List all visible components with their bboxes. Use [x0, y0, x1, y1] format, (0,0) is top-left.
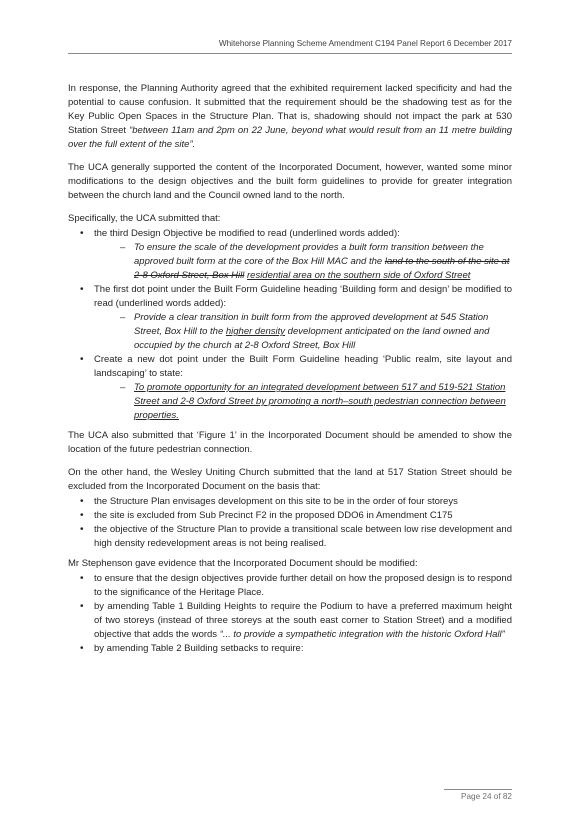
struck-text: land to the south of the site at 2-8 Oxford Street, Box Hill [134, 256, 510, 281]
list-item: • Create a new dot point under the Built Form Guideline heading ‘Public realm, site layout and landscaping’ to state: – To promote opportunity for an integrated development between 517 and 519-521 Station Street and 2-8 Oxford Street by promoting a north–south pedestrian connection between properties. [68, 353, 512, 423]
list-item: • by amending Table 2 Building setbacks to require: [68, 642, 512, 656]
paragraph-figure-amendment: The UCA also submitted that ‘Figure 1’ in the Incorporated Document should be amended to show the location of the future pedestrian connection. [68, 430, 512, 455]
list-item: • by amending Table 1 Building Heights to require the Podium to have a preferred maximum height of two storeys (instead of three storeys at the south east corner to Station Street) and a modified objective that adds the words “... to provide a sympathetic integration with the historic Oxford Hall” [68, 600, 512, 642]
list-item: • the objective of the Structure Plan to provide a transitional scale between low rise development and high density redevelopment areas is not being realised. [68, 523, 512, 551]
dash-list [94, 381, 512, 423]
list-item: • The first dot point under the Built Form Guideline heading ‘Building form and design’ be modified to read (underlined words added): – Provide a clear transition in built form from the approved development at 545 Station Street, Box Hill to the higher density development anticipated on the land owned and occupied by the church at 2-8 Oxford Street, Box Hill [68, 283, 512, 353]
page-number: Page 24 of 82 [461, 792, 512, 801]
header-rule [68, 53, 512, 54]
page-body [68, 82, 512, 662]
oxford-hall-quote: “... to provide a sympathetic integration with the historic Oxford Hall” [219, 629, 505, 640]
uca-submission-list [68, 227, 512, 423]
added-text: residential area on the southern side of Oxford Street [247, 270, 471, 281]
paragraph-uca-support: The UCA generally supported the content of the Incorporated Document, however, wanted some minor modifications to the design objectives and the built form guidelines to provide for greater integration between the church land and the Council owned land to the north. [68, 162, 512, 201]
dash-list [94, 311, 512, 353]
paragraph-uca-submitted: Specifically, the UCA submitted that: [68, 213, 221, 224]
paragraph-stephenson-evidence: Mr Stephenson gave evidence that the Incorporated Document should be modified: [68, 558, 418, 569]
dash-list [94, 241, 512, 283]
dash-item [94, 381, 512, 423]
paragraph-wesley-church: On the other hand, the Wesley Uniting Church submitted that the land at 517 Station Street should be excluded from the Incorporated Document on the basis that: [68, 467, 512, 492]
list-item: • the Structure Plan envisages development on this site to be in the order of four storeys [68, 495, 512, 509]
shadowing-quote: “between 11am and 2pm on 22 June, beyond what would result from an 11 metre building over the full extent of the site”. [68, 125, 513, 150]
paragraph-planning-authority-response: In response, the Planning Authority agreed that the exhibited requirement lacked specificity and had the potential to cause confusion. It submitted that the requirement should be the shadowing test as for the Key Public Open Spaces in the Structure Plan. That is, shadowing should not impact the park at 530 Station Street “between 11am and 2pm on 22 June, beyond what would result from an 11 metre building over the full extent of the site”. [68, 83, 513, 150]
dash-item: – Provide a clear transition in built form from the approved development at 545 Station Street, Box Hill to the higher density development anticipated on the land owned and occupied by the church at 2-8 Oxford Street, Box Hill [94, 311, 512, 353]
page-header: Whitehorse Planning Scheme Amendment C194 Panel Report 6 December 2017 [218, 39, 512, 48]
dash-item: – To ensure the scale of the development provides a built form transition between the approved built form at the core of the Box Hill MAC and the land to the south of the site at 2-8 Oxford Street, Box Hill residential area on the southern side of Oxford Street [94, 241, 512, 283]
stephenson-list [68, 572, 512, 656]
list-item: • the third Design Objective be modified to read (underlined words added): – To ensure the scale of the development provides a built form transition between the approved built form at the core of the Box Hill MAC and the land to the south of the site at 2-8 Oxford Street, Box Hill residential area on the southern side of Oxford Street [68, 227, 512, 283]
list-item: • the site is excluded from Sub Precinct F2 in the proposed DDO6 in Amendment C175 [68, 509, 512, 523]
footer-rule [444, 789, 512, 790]
added-text: higher density [225, 326, 286, 337]
list-item: • to ensure that the design objectives provide further detail on how the proposed design is to respond to the significance of the Heritage Place. [68, 572, 512, 600]
added-text: To promote opportunity for an integrated development between 517 and 519-521 Station Street and 2-8 Oxford Street by promoting a north–south pedestrian connection between properties. [134, 382, 506, 421]
wesley-reasons-list [68, 495, 512, 551]
